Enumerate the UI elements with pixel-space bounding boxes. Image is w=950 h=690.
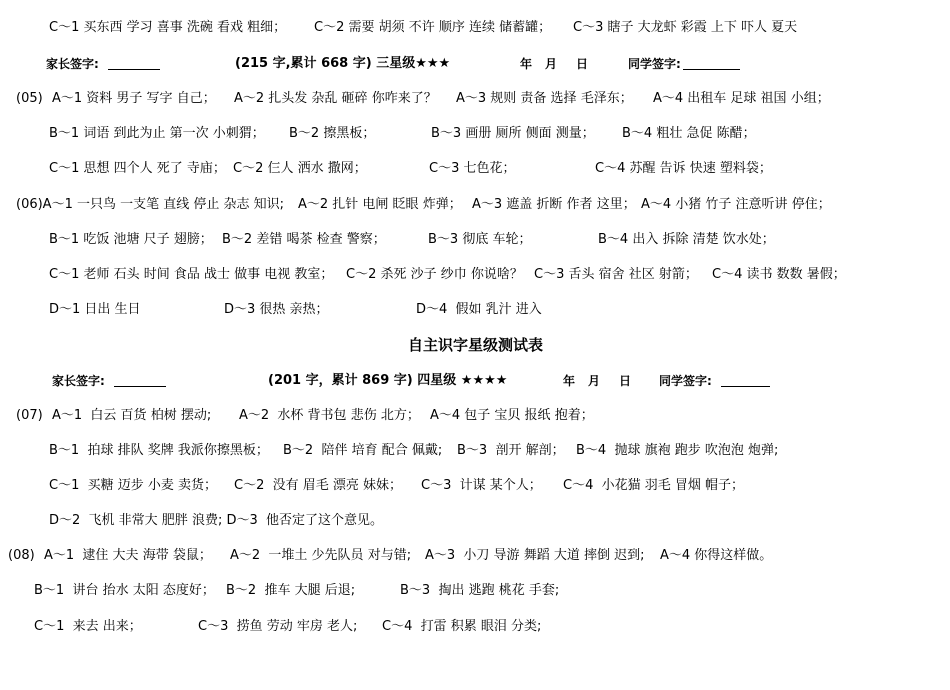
row-06-b xyxy=(0,231,950,249)
item-a3: A～3 规则 责备 选择 毛泽东； xyxy=(456,91,633,106)
item-b1: B～1 词语 到此为止 第一次 小刺猬； xyxy=(49,126,265,141)
signature-row-1 xyxy=(0,55,950,73)
row-05-c xyxy=(0,160,950,178)
item-b2: B～2 陪伴 培育 配合 佩戴; xyxy=(283,443,443,458)
row-04-c xyxy=(0,19,950,37)
parent-signature-line[interactable] xyxy=(114,374,166,387)
item-b4: B～4 粗壮 急促 陈醋； xyxy=(622,126,756,141)
section-heading-row xyxy=(0,336,950,356)
item-c2: C～2 杀死 沙子 纱巾 你说啥？ xyxy=(346,267,523,282)
item-b3: B～3 掏出 逃跑 桃花 手套; xyxy=(400,583,560,598)
item-b2: B～2 推车 大腿 后退; xyxy=(226,583,356,598)
item-c3: C～3 七色花； xyxy=(429,161,516,176)
item-d: D～2 飞机 非常大 肥胖 浪费; D～3 他否定了这个意见。 xyxy=(49,513,384,528)
item-b1: B～1 拍球 排队 奖牌 我派你擦黑板； xyxy=(49,443,269,458)
item-b2: B～2 擦黑板； xyxy=(289,126,376,141)
parent-signature-label: 家长签字: xyxy=(52,374,105,388)
item-b3: B～3 画册 厕所 侧面 测量； xyxy=(431,126,595,141)
row-07-d xyxy=(0,512,950,530)
item-b2: B～2 差错 喝茶 检查 警察； xyxy=(222,232,386,247)
item-b1: B～1 吃饭 池塘 尺子 翅膀； xyxy=(49,232,213,247)
item-c3: C～3 计谋 某个人； xyxy=(421,478,542,493)
classmate-signature-label: 同学签字: xyxy=(659,374,712,388)
date-year: 年 xyxy=(520,57,533,71)
item-d3: D～3 很热 亲热； xyxy=(224,302,329,317)
item-c3: C～3 瞎子 大龙虾 彩霞 上下 吓人 夏天 xyxy=(573,20,798,35)
item-a3: A～3 遮盖 折断 作者 这里； xyxy=(472,197,636,212)
date-day: 日 xyxy=(576,57,589,71)
item-a1: (06)A～1 一只鸟 一支笔 直线 停止 杂志 知识; xyxy=(16,197,285,212)
classmate-signature-label: 同学签字: xyxy=(628,57,681,71)
parent-signature-label: 家长签字: xyxy=(46,57,99,71)
item-a2: A～2 扎针 电闸 眨眼 炸弹； xyxy=(298,197,462,212)
item-c4: C～4 打雷 积累 眼泪 分类; xyxy=(382,619,542,634)
item-c4: C～4 小花猫 羽毛 冒烟 帽子； xyxy=(563,478,745,493)
item-a4: A～4 包子 宝贝 报纸 抱着； xyxy=(430,408,594,423)
item-b1: B～1 讲台 抬水 太阳 态度好； xyxy=(34,583,215,598)
item-a1: A～1 资料 男子 写字 自己； xyxy=(52,91,216,106)
item-a4: A～4 出租车 足球 祖国 小组； xyxy=(653,91,830,106)
item-c4: C～4 读书 数数 暑假； xyxy=(712,267,846,282)
row-07-a xyxy=(0,407,950,425)
star-level-count: (201 字，累计 869 字) 四星级 ★★★★ xyxy=(268,373,508,388)
item-a1: A～1 逮住 大夫 海带 袋鼠； xyxy=(44,548,212,563)
classmate-signature-line[interactable] xyxy=(683,57,740,70)
row-05-b xyxy=(0,125,950,143)
group-number: (07) xyxy=(16,408,43,423)
item-c1: C～1 来去 出来； xyxy=(34,619,142,634)
row-06-c xyxy=(0,266,950,284)
item-a2: A～2 一堆土 少先队员 对与错; xyxy=(230,548,412,563)
item-a2: A～2 水杯 背书包 悲伤 北方； xyxy=(239,408,420,423)
date-month: 月 xyxy=(588,374,601,388)
item-b3: B～3 剖开 解剖； xyxy=(457,443,565,458)
item-c2: C～2 没有 眉毛 漂亮 妹妹； xyxy=(234,478,403,493)
parent-signature-line[interactable] xyxy=(108,57,160,70)
date-month: 月 xyxy=(545,57,558,71)
row-06-d xyxy=(0,301,950,319)
item-d4: D～4 假如 乳汁 进入 xyxy=(416,302,542,317)
item-c1: C～1 买糖 迈步 小麦 卖货； xyxy=(49,478,218,493)
item-a3: A～3 小刀 导游 舞蹈 大道 摔倒 迟到; xyxy=(425,548,645,563)
signature-row-2 xyxy=(0,372,950,390)
item-c2: C～2 仨人 洒水 撒网； xyxy=(233,161,367,176)
item-b4: B～4 出入 拆除 清楚 饮水处； xyxy=(598,232,775,247)
page-title: 自主识字星级测试表 xyxy=(408,336,544,354)
item-c4: C～4 苏醒 告诉 快速 塑料袋； xyxy=(595,161,772,176)
item-c1: C～1 买东西 学习 喜事 洗碗 看戏 粗细； xyxy=(49,20,287,35)
row-08-a xyxy=(0,547,950,565)
item-c2: C～2 需要 胡须 不许 顺序 连续 储蓄罐； xyxy=(314,20,552,35)
row-05-a xyxy=(0,90,950,108)
date-day: 日 xyxy=(619,374,632,388)
row-07-c xyxy=(0,477,950,495)
item-a4: A～4 小猪 竹子 注意听讲 停住； xyxy=(641,197,831,212)
group-number: (08) xyxy=(8,548,35,563)
classmate-signature-line[interactable] xyxy=(721,374,770,387)
star-level-count: (215 字,累计 668 字) 三星级★★★ xyxy=(235,56,451,71)
item-c3: C～3 舌头 宿舍 社区 射箭； xyxy=(534,267,698,282)
group-number: (05) xyxy=(16,91,43,106)
item-c1: C～1 思想 四个人 死了 寺庙； xyxy=(49,161,226,176)
item-b3: B～3 彻底 车轮； xyxy=(428,232,532,247)
item-c1: C～1 老师 石头 时间 食品 战士 做事 电视 教室； xyxy=(49,267,334,282)
date-year: 年 xyxy=(563,374,576,388)
row-08-c xyxy=(0,618,950,636)
row-06-a xyxy=(0,196,950,214)
item-a2: A～2 扎头发 杂乱 砸碎 你咋来了？ xyxy=(234,91,437,106)
item-a1: A～1 白云 百货 柏树 摆动; xyxy=(52,408,212,423)
row-07-b xyxy=(0,442,950,460)
item-c3: C～3 捞鱼 劳动 牢房 老人; xyxy=(198,619,358,634)
item-b4: B～4 抛球 旗袍 跑步 吹泡泡 炮弹; xyxy=(576,443,779,458)
item-a4: A～4 你得这样做。 xyxy=(660,548,773,563)
item-d1: D～1 日出 生日 xyxy=(49,302,141,317)
row-08-b xyxy=(0,582,950,600)
